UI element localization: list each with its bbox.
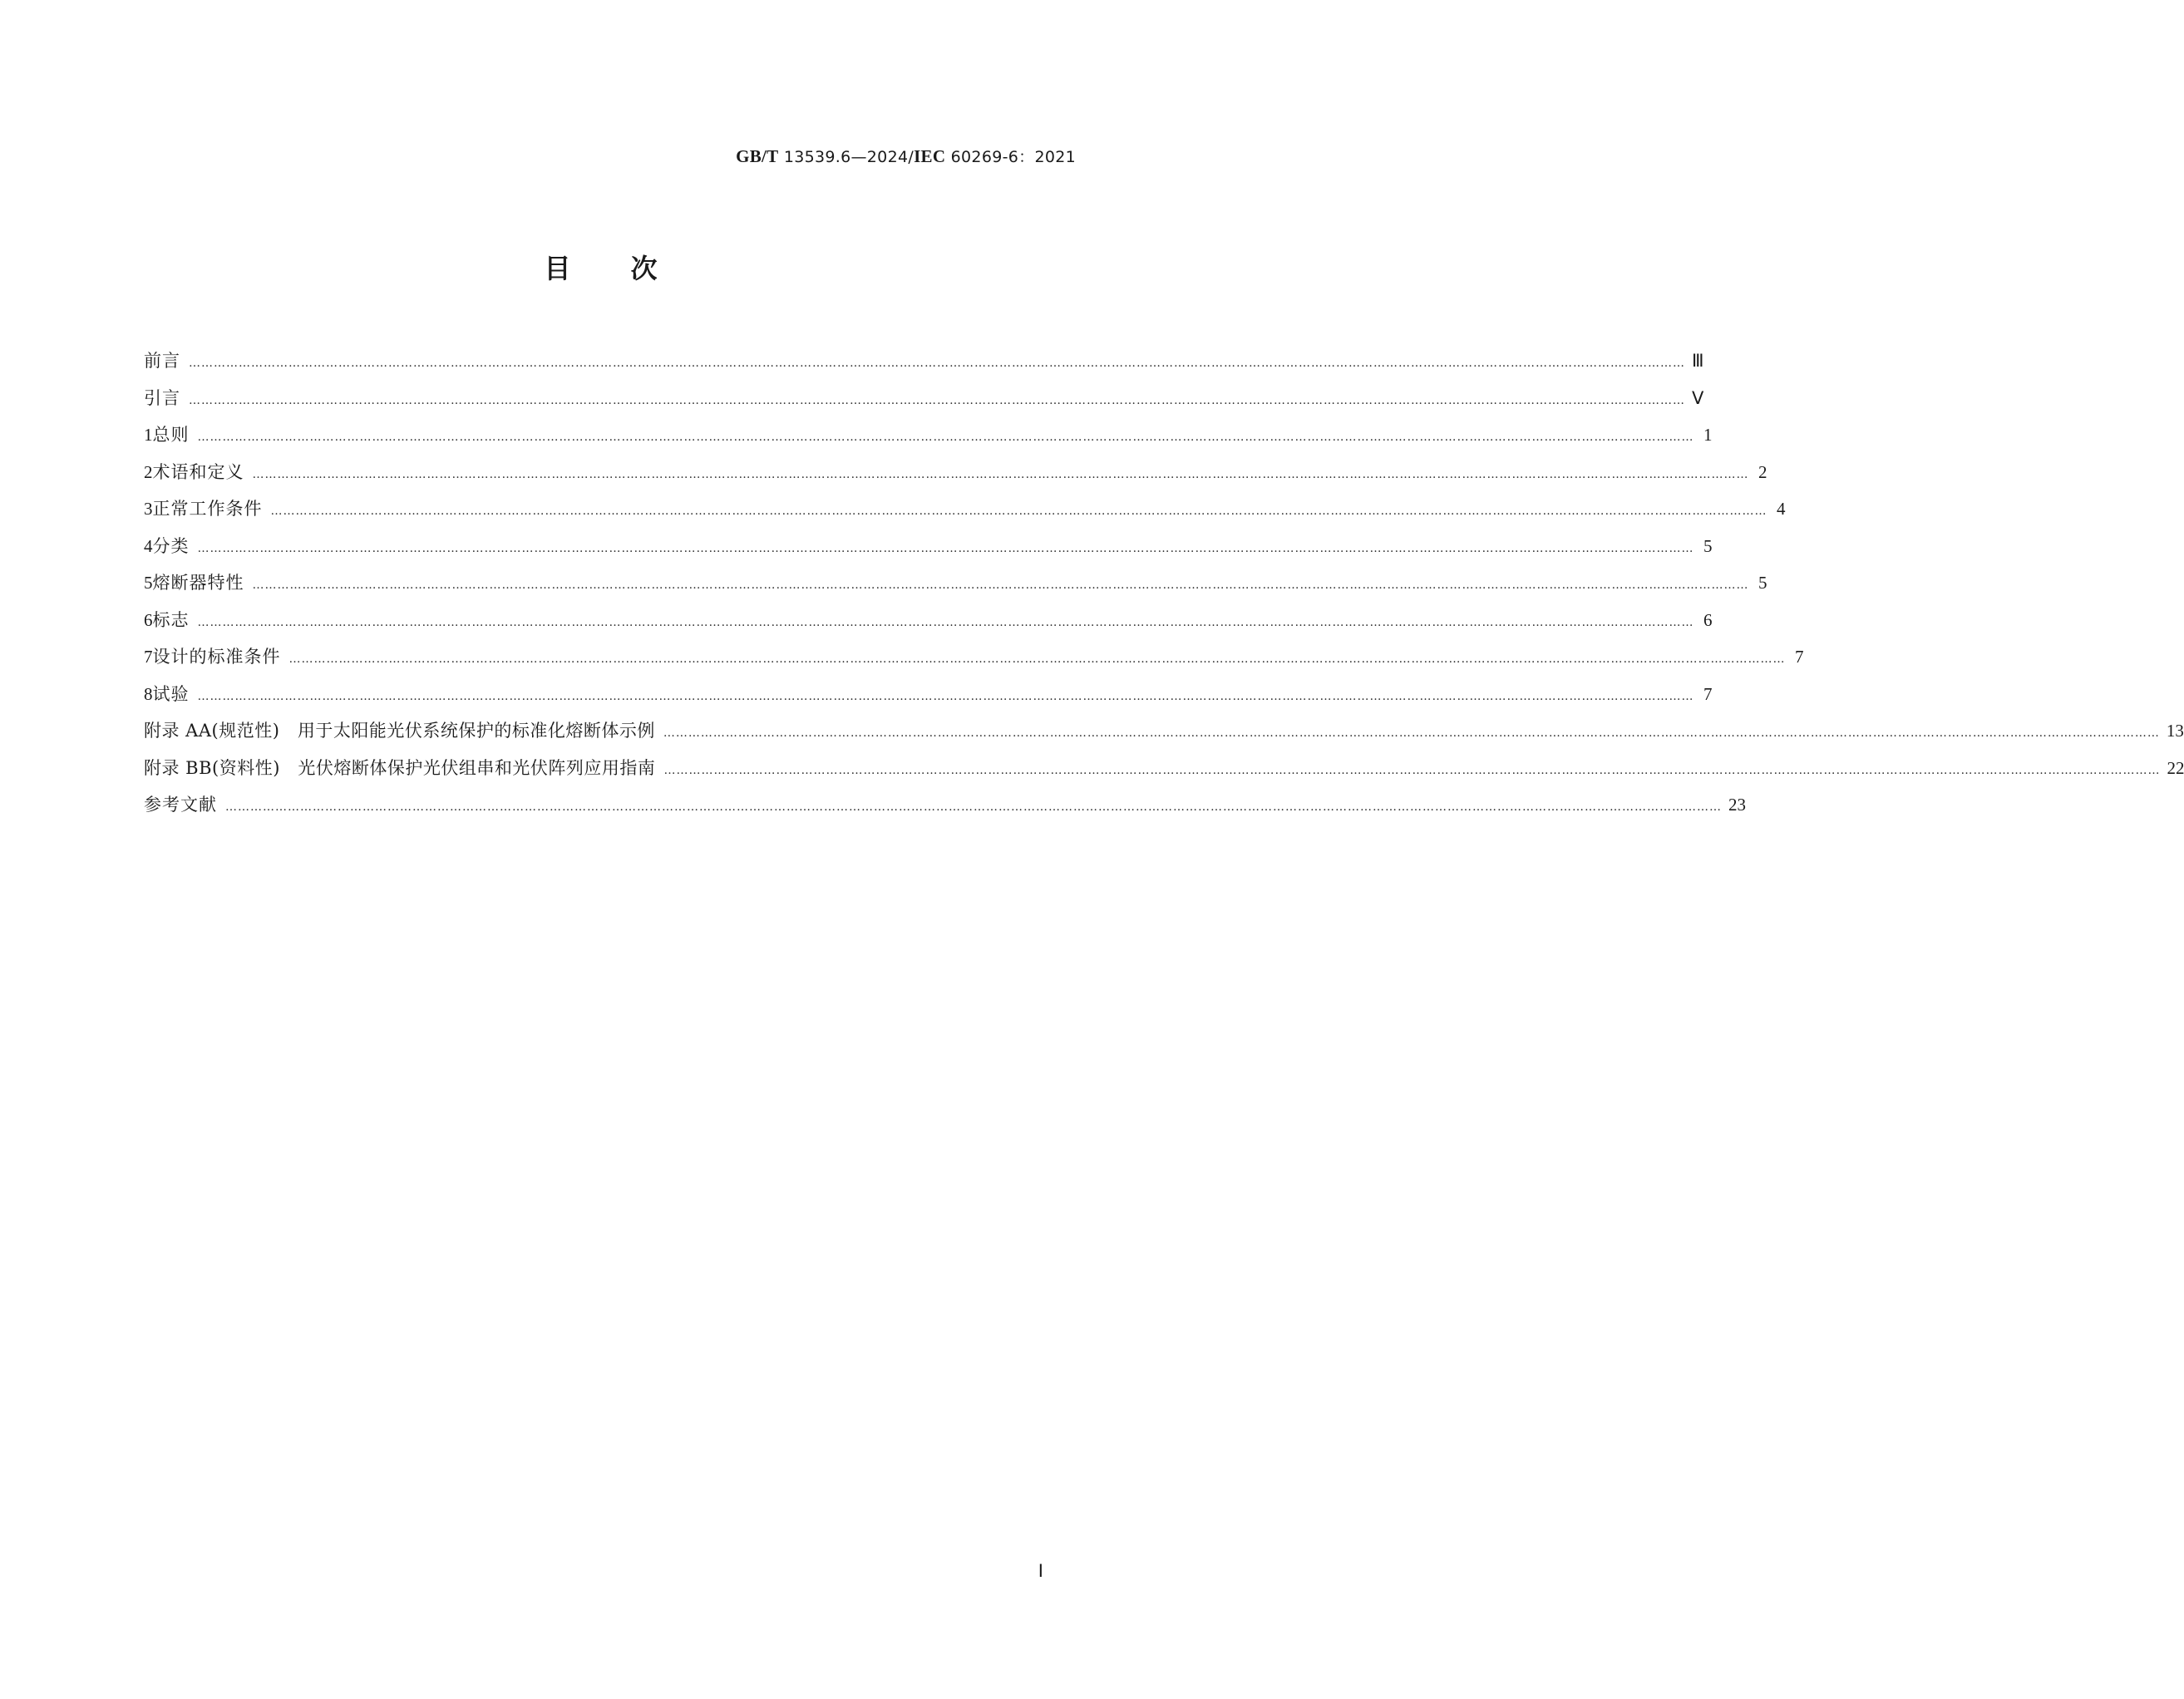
toc-entry[interactable] — [144, 528, 1713, 565]
toc-entry-page: 7 — [1795, 647, 1804, 667]
toc-entry-label: 引言 — [144, 387, 180, 408]
standard-code-number: 13539.6—2024/ — [778, 148, 915, 166]
toc-entry-page: 23 — [1728, 795, 1746, 815]
toc-entry-number: 3 — [144, 499, 153, 519]
toc-entry-page: 5 — [1758, 573, 1767, 593]
toc-entry[interactable] — [144, 602, 1713, 639]
toc-entry-page: 13 — [2166, 721, 2184, 741]
standard-code — [736, 145, 1076, 167]
page-number: Ⅰ — [1038, 1561, 1043, 1581]
toc-entry-page: 7 — [1703, 683, 1713, 704]
table-of-contents — [144, 342, 2184, 824]
toc-entry-page: 6 — [1703, 609, 1713, 630]
toc-entry[interactable] — [144, 380, 1704, 417]
toc-entry[interactable] — [144, 490, 1786, 528]
toc-entry-label: 设计的标准条件 — [152, 647, 281, 667]
page-title: 目次 — [544, 253, 717, 284]
toc-leader-dots: ……………………………………………………………………………………………………………………………………………………………………………………………………………………………………………………………………………………………………………………………… — [252, 579, 1749, 592]
toc-leader-dots: ……………………………………………………………………………………………………………………………………………………………………………………………………………………………………………………………………………………………………………………………… — [663, 763, 2161, 777]
toc-entry-label: 参考文献 — [144, 795, 217, 815]
toc-leader-dots: ……………………………………………………………………………………………………………………………………………………………………………………………………………………………………………………………………………………………………………………………… — [270, 505, 1767, 518]
toc-entry-number: 8 — [144, 683, 153, 704]
toc-entry[interactable] — [144, 712, 2184, 750]
toc-entry-page: 4 — [1777, 499, 1786, 519]
toc-entry-label: 前言 — [144, 351, 180, 371]
toc-leader-dots: ……………………………………………………………………………………………………………………………………………………………………………………………………………………………………………………………………………………………………………………………… — [197, 689, 1694, 703]
toc-entry-label: 总则 — [152, 425, 190, 445]
toc-entry-page: Ⅴ — [1692, 387, 1704, 408]
toc-entry[interactable] — [144, 750, 2184, 787]
toc-leader-dots: ……………………………………………………………………………………………………………………………………………………………………………………………………………………………………………………………………………………………………………………………… — [288, 653, 1786, 666]
toc-entry-number: 2 — [144, 461, 153, 482]
toc-entry-label: 附录 AA(规范性) 用于太阳能光伏系统保护的标准化熔断体示例 — [144, 721, 655, 741]
toc-entry-page: 1 — [1703, 425, 1713, 445]
toc-entry-number: 5 — [144, 573, 153, 593]
toc-entry-page: Ⅲ — [1692, 351, 1704, 371]
toc-entry[interactable] — [144, 454, 1767, 491]
toc-entry[interactable] — [144, 786, 1746, 824]
toc-entry-label: 附录 BB(资料性) 光伏熔断体保护光伏组串和光伏阵列应用指南 — [144, 757, 656, 778]
toc-leader-dots: ……………………………………………………………………………………………………………………………………………………………………………………………………………………………………………………………………………………………………………………………… — [252, 467, 1749, 481]
toc-leader-dots: ……………………………………………………………………………………………………………………………………………………………………………………………………………………………………………………………………………………………………………………………… — [197, 541, 1694, 555]
toc-entry[interactable] — [144, 564, 1767, 602]
toc-leader-dots: ……………………………………………………………………………………………………………………………………………………………………………………………………………………………………………………………………………………………………………………………… — [197, 615, 1694, 629]
standard-code-prefix: GB/T — [736, 146, 779, 166]
toc-entry-label: 标志 — [152, 609, 190, 630]
toc-entry-label: 熔断器特性 — [152, 573, 244, 593]
toc-leader-dots: ……………………………………………………………………………………………………………………………………………………………………………………………………………………………………………………………………………………………………………………………… — [225, 800, 1722, 814]
toc-entry-page: 5 — [1703, 535, 1713, 556]
toc-entry[interactable] — [144, 342, 1704, 380]
toc-leader-dots: ……………………………………………………………………………………………………………………………………………………………………………………………………………………………………………………………………………………………………………………………… — [189, 393, 1685, 407]
toc-entry-label: 分类 — [152, 535, 190, 556]
toc-entry[interactable] — [144, 416, 1713, 454]
toc-entry-number: 7 — [144, 647, 153, 667]
toc-entry-number: 6 — [144, 609, 153, 630]
toc-entry-page: 2 — [1758, 461, 1767, 482]
toc-entry[interactable] — [144, 676, 1713, 713]
toc-entry-label: 术语和定义 — [152, 461, 244, 482]
toc-leader-dots: ……………………………………………………………………………………………………………………………………………………………………………………………………………………………………………………………………………………………………………………………… — [197, 431, 1694, 444]
toc-entry-page: 22 — [2167, 757, 2184, 778]
iec-prefix: IEC — [914, 146, 946, 166]
toc-entry-number: 4 — [144, 535, 153, 556]
iec-number: 60269-6：2021 — [945, 148, 1076, 166]
toc-entry[interactable] — [144, 638, 1804, 676]
toc-entry-number: 1 — [144, 425, 153, 445]
toc-leader-dots: ……………………………………………………………………………………………………………………………………………………………………………………………………………………………………………………………………………………………………………………………… — [189, 357, 1685, 370]
toc-entry-label: 试验 — [152, 683, 190, 704]
toc-leader-dots: ……………………………………………………………………………………………………………………………………………………………………………………………………………………………………………………………………………………………………………………………… — [663, 726, 2160, 740]
toc-entry-label: 正常工作条件 — [152, 499, 263, 519]
